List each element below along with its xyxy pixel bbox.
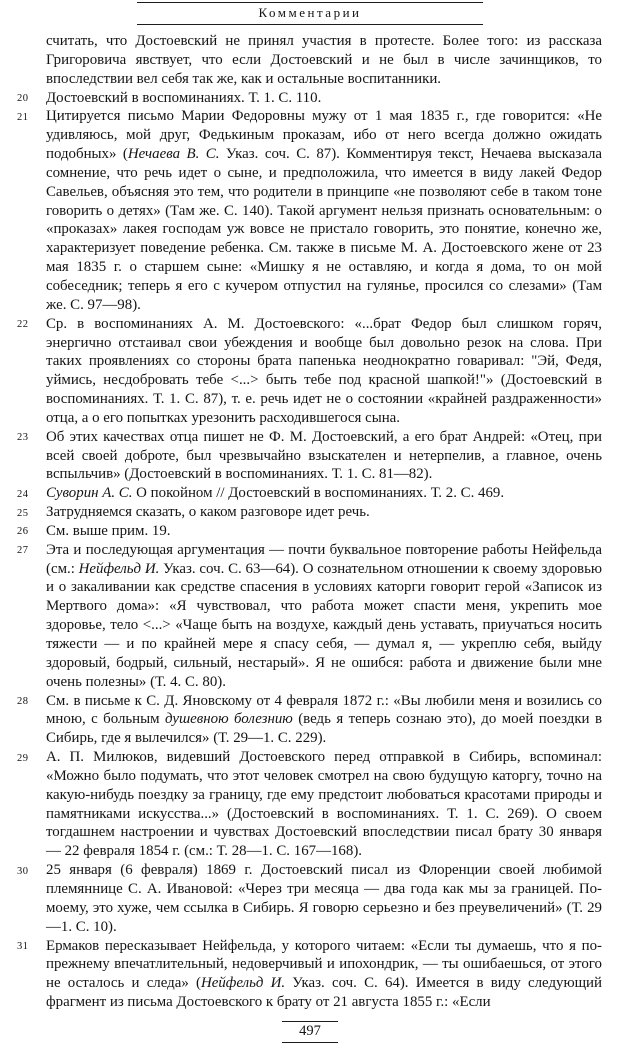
running-header [0,0,620,25]
note-number: 22 [17,319,29,331]
note-text-segment: Затрудняемся сказать, о каком разговоре идет речь. [46,504,370,521]
note-text-segment: Достоевский в воспоминаниях. Т. 1. С. 110. [46,89,322,106]
note-item [17,522,602,541]
note-text [46,542,602,690]
note-text-segment: Суворин А. С. [46,485,133,502]
page-footer [0,1020,620,1044]
note-text [46,429,602,483]
note-text-segment: А. П. Милюков, видевший Достоевского перед отправкой в Сибирь, вспоминал: «Можно было подумать, что этот человек смотрел на свою будущую каторгу, точно на какую-нибудь поездку за границу, где ему предстоит любоваться красотами природы и памятниками искусства...» (Достоевский в воспоминаниях. Т. 1. С. 269). О своем тогдашнем настроении и чувствах Достоевский впоследствии писал брату 30 января — 22 февраля 1854 г. (см.: Т. 28—1. С. 167—168). [46,749,602,860]
note-number: 23 [17,432,29,444]
note-text-segment: Нейфельд И. [200,975,286,992]
note-text-segment: Указ. соч. С. 87). Комментируя текст, Нечаева высказала сомнение, что речь идет о сыне, и предположила, что имеется в виду лакей Федор Савельев, объясняя это тем, что родители в принципе «не позволяют себе в таком тоне говорить о детях» (Там же. С. 140). Такой аргумент нельзя признать основательным: о «проказах» лакея господам уж вовсе не пристало говорить, это понятие, конечно же, характеризует поведение ребенка. См. также в письме М. А. Достоевского жене от 23 мая 1835 г. о старшем сыне: «Мишку я не оставляю, и когда я дома, то он мой собеседник; теперь я его с кучером отпустил на гулянье, просился со слезами» (Там же. С. 97—98). [46,146,602,313]
note-text-segment: См. выше прим. 19. [46,522,171,539]
note-text [46,90,321,106]
note-text-segment: Ермаков пересказывает Нейфельда, у которого читаем: «Если ты думаешь, что я по-прежнему впечатлительный, недоверчивый и ипохондрик, — ты ошибаешься, от этого не осталось и следа» ( [46,937,602,992]
note-item [17,484,602,503]
note-text [46,504,370,520]
note-number: 26 [17,526,29,538]
note-text-segment: Ср. в воспоминаниях А. М. Достоевского: «...брат Федор был слишком горяч, энергично отстаивал свои убеждения и вообще был довольно резок на слова. При таких проявлениях со стороны брата папенька неоднократно говаривал: "Эй, Федя, уймись, несдобровать тебе <...> быть тебе под красной шапкой!"» (Достоевский в воспоминаниях. Т. 1. С. 87), т. е. речь идет не о состоянии «крайней раздраженности» отца, а о его попытках урезонить расходившегося сына. [46,315,602,426]
note-text-segment: Об этих качествах отца пишет не Ф. М. Достоевский, а его брат Андрей: «Отец, при всей своей доброте, был чрезвычайно взыскателен и нетерпелив, а главное, очень вспыльчив» (Достоевский в воспоминаниях. Т. 1. С. 81—82). [46,428,602,483]
note-number: 24 [17,488,29,500]
note-text-segment: См. в письме к С. Д. Яновскому от 4 февраля 1872 г.: «Вы любили меня и возились со мною, с больным [46,692,602,728]
note-item [17,861,602,936]
notes-list [17,89,602,1012]
note-text [46,485,504,501]
note-text-segment: Нечаева В. С. [127,146,220,163]
note-number: 21 [17,111,29,123]
note-number: 25 [17,507,29,519]
note-text [46,523,171,539]
note-text [46,693,602,747]
note-number: 29 [17,752,29,764]
note-text-segment: (ведь я теперь сознаю это), до моей поездки в Сибирь, где я вылечился» (Т. 29—1. С. 229). [46,711,602,747]
note-number: 31 [17,941,29,952]
footer-rule-bottom [282,1042,338,1043]
note-number: 30 [17,865,29,877]
note-text-segment: Цитируется письмо Марии Федоровны мужу от 1 мая 1835 г., где говорится: «Не удивляюсь, мой друг, Федькиным проказам, ибо от него всегда должно ожидать подобных» ( [46,108,602,163]
note-item [17,89,602,108]
note-text-segment: 25 января (6 февраля) 1869 г. Достоевский писал из Флоренции своей любимой племяннице С. А. Ивановой: «Через три месяца — два года как мы за границей. По-моему, это хуже, чем ссылка в Сибирь. Я говорю серьезно и без преувеличений» (Т. 29—1. С. 10). [46,862,602,935]
note-text [46,749,602,859]
note-number: 20 [17,93,29,105]
note-number: 28 [17,696,29,708]
note-text [46,938,602,1011]
note-item [17,692,602,749]
note-text-segment: Эта и последующая аргументация — почти буквальное повторение работы Нейфельда (см.: [46,541,602,577]
note-item [17,428,602,485]
note-item [17,748,602,861]
note-text-segment: Указ. соч. С. 64). Имеется в виду следующий фрагмент из письма Достоевского к брату от 21 августа 1855 г.: «Если [46,975,602,1011]
note-number: 27 [17,545,29,557]
note-text-segment: Указ. соч. С. 63—64). О сознательном отношении к своему здоровью и о закаливании как средстве спасения в условиях каторги говорит герой «Записок из Мертвого дома»: «Я чувствовал, что работа может спасти меня, укрепить мое здоровье, тело <...> «Чаще быть на воздухе, каждый день уставать, приучаться носить тяжести — и по крайней мере я спасу себя, — думал я, — укреплю себя, выйду здоровый, бодрый, сильный, нестарый». Я не ошибся: работа и движение были мне очень полезны» (Т. 4. С. 80). [46,560,602,690]
note-item [17,503,602,522]
note-text [46,316,602,426]
page-header-title: Комментарии [258,5,362,20]
note-text-segment: душевною болезнию [165,711,293,728]
note-item [17,541,602,692]
footer-rule-top [282,1021,338,1022]
note-item [17,107,602,314]
note-item [17,937,602,1012]
intro-paragraph: считать, что Достоевский не принял участия в протесте. Более того: из рассказа Григоровича явствует, что если Достоевский и не был в числе зачинщиков, то впоследствии вел себя так же, как и остальные воспитанники. [46,33,602,87]
commentary-body [0,25,620,1012]
note-text [46,108,602,312]
note-text-segment: О покойном // Достоевский в воспоминаниях. Т. 2. С. 469. [132,485,505,502]
note-item [17,315,602,428]
note-text [46,862,602,935]
page-number: 497 [299,1023,321,1039]
note-text-segment: Нейфельд И. [78,560,160,577]
